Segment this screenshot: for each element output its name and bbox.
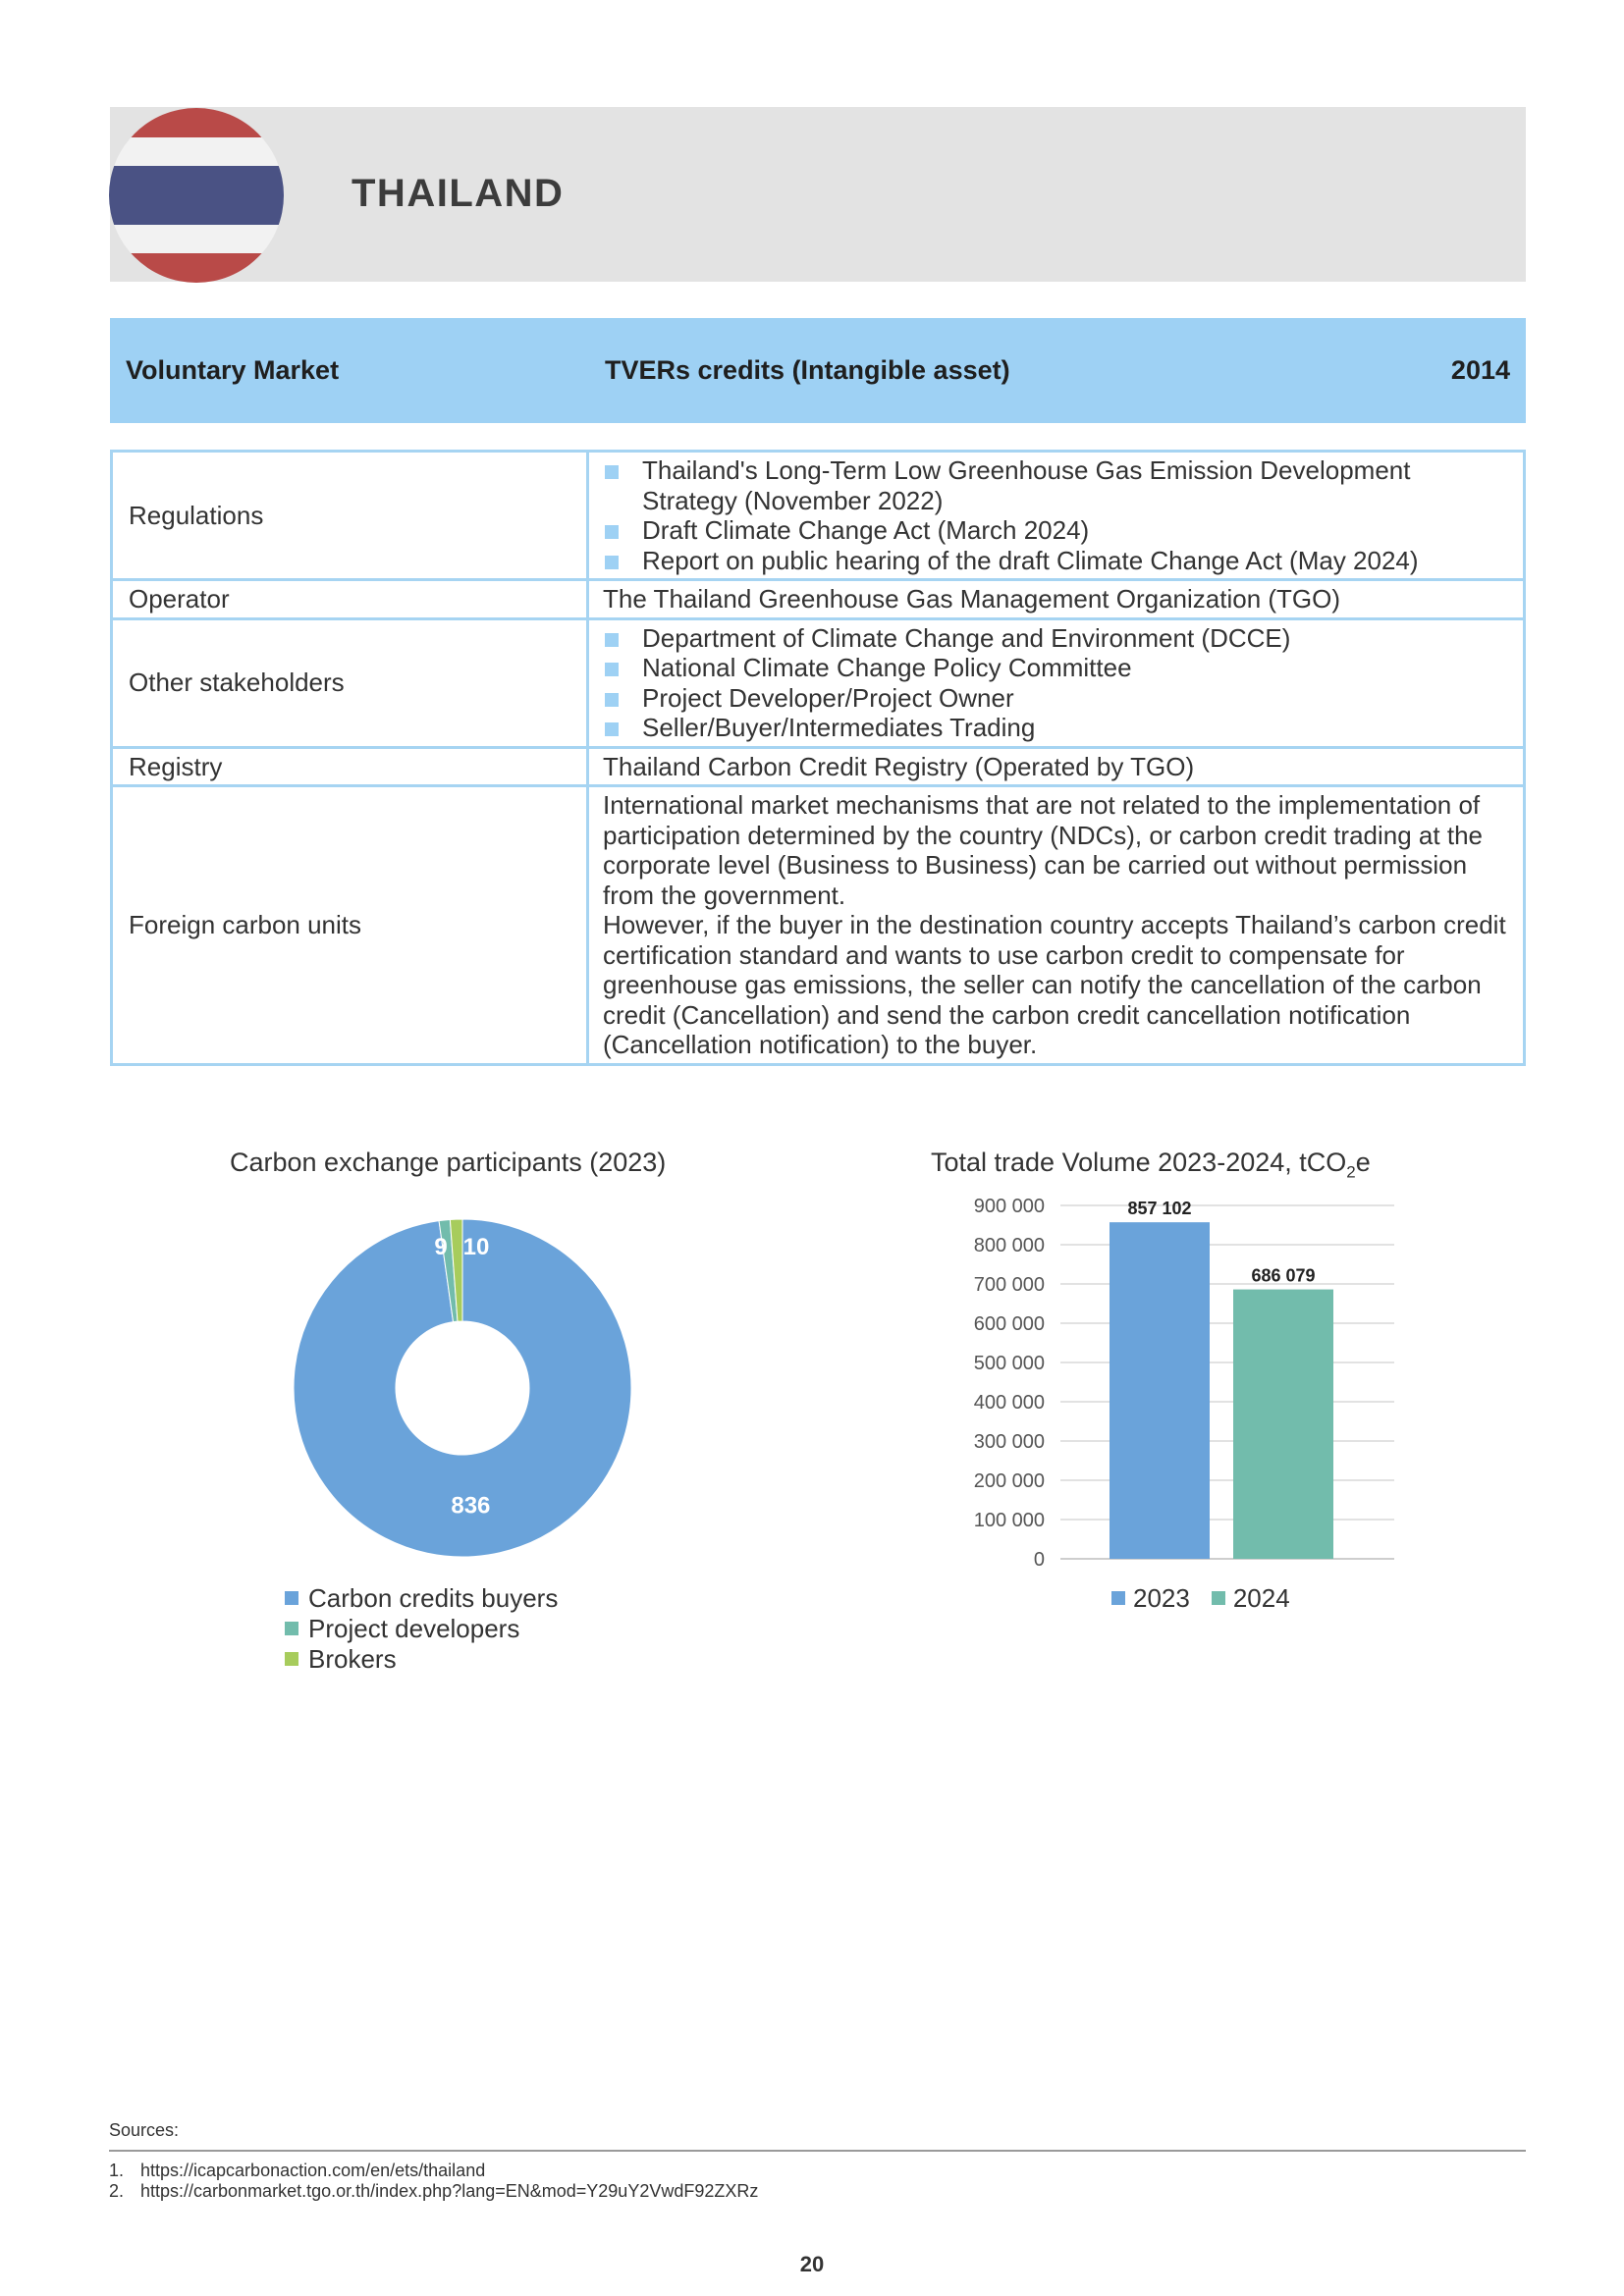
flag-stripe-blue [109, 166, 284, 226]
donut-value-label-2: 10 [462, 1234, 490, 1260]
legend-item [285, 1583, 558, 1614]
sources-divider [109, 2150, 1526, 2152]
bar-value-label: 857 102 [1127, 1199, 1192, 1219]
flag-stripe-white-bottom [109, 225, 284, 252]
info-table [110, 450, 1526, 1066]
foreign-units-paragraph-2: However, if the buyer in the destination country accepts Thailand’s carbon credit certification standard and wants to use carbon credit to compensate for greenhouse gas emissions, the seller can notify the cancellation of the carbon credit (Cancellation) and send the carbon credit cancellation notification (Cancellation notification) to the buyer. [603, 910, 1506, 1059]
legend-swatch [285, 1591, 298, 1605]
foreign-units-paragraph-1: International market mechanisms that are not related to the implementation of participation determined by the country (NDCs), or carbon credit trading at the corporate level (Business to Business) can be carried out without permission from the government. [603, 790, 1483, 910]
table-row-operator [112, 580, 1525, 619]
trade-volume-bar-chart [923, 1183, 1414, 1575]
list-item: Department of Climate Change and Environment (DCCE) [603, 623, 1509, 654]
bar-chart-title [931, 1148, 1371, 1182]
source-link[interactable]: https://icapcarbonaction.com/en/ets/thailand [140, 2161, 486, 2180]
flag-stripe-red-bottom [109, 253, 284, 283]
y-tick-label: 200 000 [973, 1470, 1045, 1492]
row-label: Other stakeholders [112, 618, 588, 747]
bar-chart-title-text: Total trade Volume 2023-2024, tCO [931, 1148, 1347, 1177]
bar-2024 [1233, 1290, 1333, 1559]
bar-legend [1111, 1583, 1312, 1614]
legend-swatch [1111, 1591, 1125, 1605]
y-tick-label: 800 000 [973, 1235, 1045, 1256]
market-credits: TVERs credits (Intangible asset) [605, 355, 1010, 385]
stakeholders-list [603, 623, 1509, 743]
row-value: Thailand Carbon Credit Registry (Operated by TGO) [588, 747, 1525, 786]
row-value [588, 786, 1525, 1065]
legend-item [1212, 1583, 1290, 1613]
legend-label: 2024 [1232, 1583, 1290, 1613]
source-link[interactable]: https://carbonmarket.tgo.or.th/index.php?lang=EN&mod=Y29uY2VwdF92ZXRz [140, 2181, 759, 2201]
y-tick-label: 400 000 [973, 1392, 1045, 1414]
market-type: Voluntary Market [126, 355, 340, 385]
bar-value-label: 686 079 [1251, 1265, 1316, 1286]
legend-item [285, 1614, 558, 1644]
source-number: 2. [109, 2181, 125, 2201]
source-number: 1. [109, 2161, 125, 2180]
y-tick-label: 100 000 [973, 1510, 1045, 1531]
row-value [588, 618, 1525, 747]
bar-chart-title-subscript: 2 [1346, 1162, 1356, 1182]
y-tick-label: 600 000 [973, 1313, 1045, 1335]
participants-donut-chart [292, 1217, 633, 1559]
legend-label: Brokers [308, 1644, 397, 1674]
source-item [109, 2181, 758, 2202]
row-label: Operator [112, 580, 588, 619]
donut-legend [285, 1583, 558, 1675]
legend-label: 2023 [1133, 1583, 1190, 1613]
source-item [109, 2161, 758, 2181]
y-tick-label: 900 000 [973, 1196, 1045, 1217]
row-label: Foreign carbon units [112, 786, 588, 1065]
row-value [588, 452, 1525, 580]
flag-stripe-red-top [109, 108, 284, 137]
table-row-stakeholders [112, 618, 1525, 747]
y-tick-label: 500 000 [973, 1353, 1045, 1374]
table-row-registry [112, 747, 1525, 786]
sources-label: Sources: [109, 2120, 180, 2140]
list-item: Thailand's Long-Term Low Greenhouse Gas Emission Development Strategy (November 2022) [603, 455, 1509, 515]
country-title: THAILAND [352, 172, 565, 215]
bar-2023 [1110, 1222, 1210, 1559]
page-number: 20 [799, 2252, 825, 2276]
flag-stripe-white-top [109, 137, 284, 165]
regulations-list [603, 455, 1509, 575]
sources-list [109, 2161, 758, 2202]
row-label: Registry [112, 747, 588, 786]
market-summary-bar [110, 318, 1526, 423]
list-item: Report on public hearing of the draft Climate Change Act (May 2024) [603, 546, 1509, 576]
legend-swatch [1212, 1591, 1225, 1605]
table-row-foreign-units [112, 786, 1525, 1065]
header-band [110, 107, 1526, 282]
table-row-regulations [112, 452, 1525, 580]
donut-value-label-1: 9 [434, 1234, 448, 1260]
bar-chart-title-suffix: e [1355, 1148, 1371, 1177]
legend-item [1111, 1583, 1190, 1613]
legend-swatch [285, 1652, 298, 1666]
y-tick-label: 0 [1033, 1549, 1045, 1571]
list-item: Project Developer/Project Owner [603, 683, 1509, 714]
list-item: Draft Climate Change Act (March 2024) [603, 515, 1509, 546]
market-year: 2014 [1450, 355, 1510, 385]
legend-item [285, 1644, 558, 1675]
row-value: The Thailand Greenhouse Gas Management Organization (TGO) [588, 580, 1525, 619]
y-tick-label: 700 000 [973, 1274, 1045, 1296]
list-item: National Climate Change Policy Committee [603, 653, 1509, 683]
y-tick-label: 300 000 [973, 1431, 1045, 1453]
donut-chart-title: Carbon exchange participants (2023) [230, 1148, 667, 1177]
legend-label: Carbon credits buyers [308, 1583, 559, 1613]
list-item: Seller/Buyer/Intermediates Trading [603, 713, 1509, 743]
donut-value-label-0: 836 [451, 1492, 491, 1520]
row-label: Regulations [112, 452, 588, 580]
legend-label: Project developers [308, 1614, 520, 1643]
thailand-flag-icon [109, 108, 284, 283]
legend-swatch [285, 1622, 298, 1635]
